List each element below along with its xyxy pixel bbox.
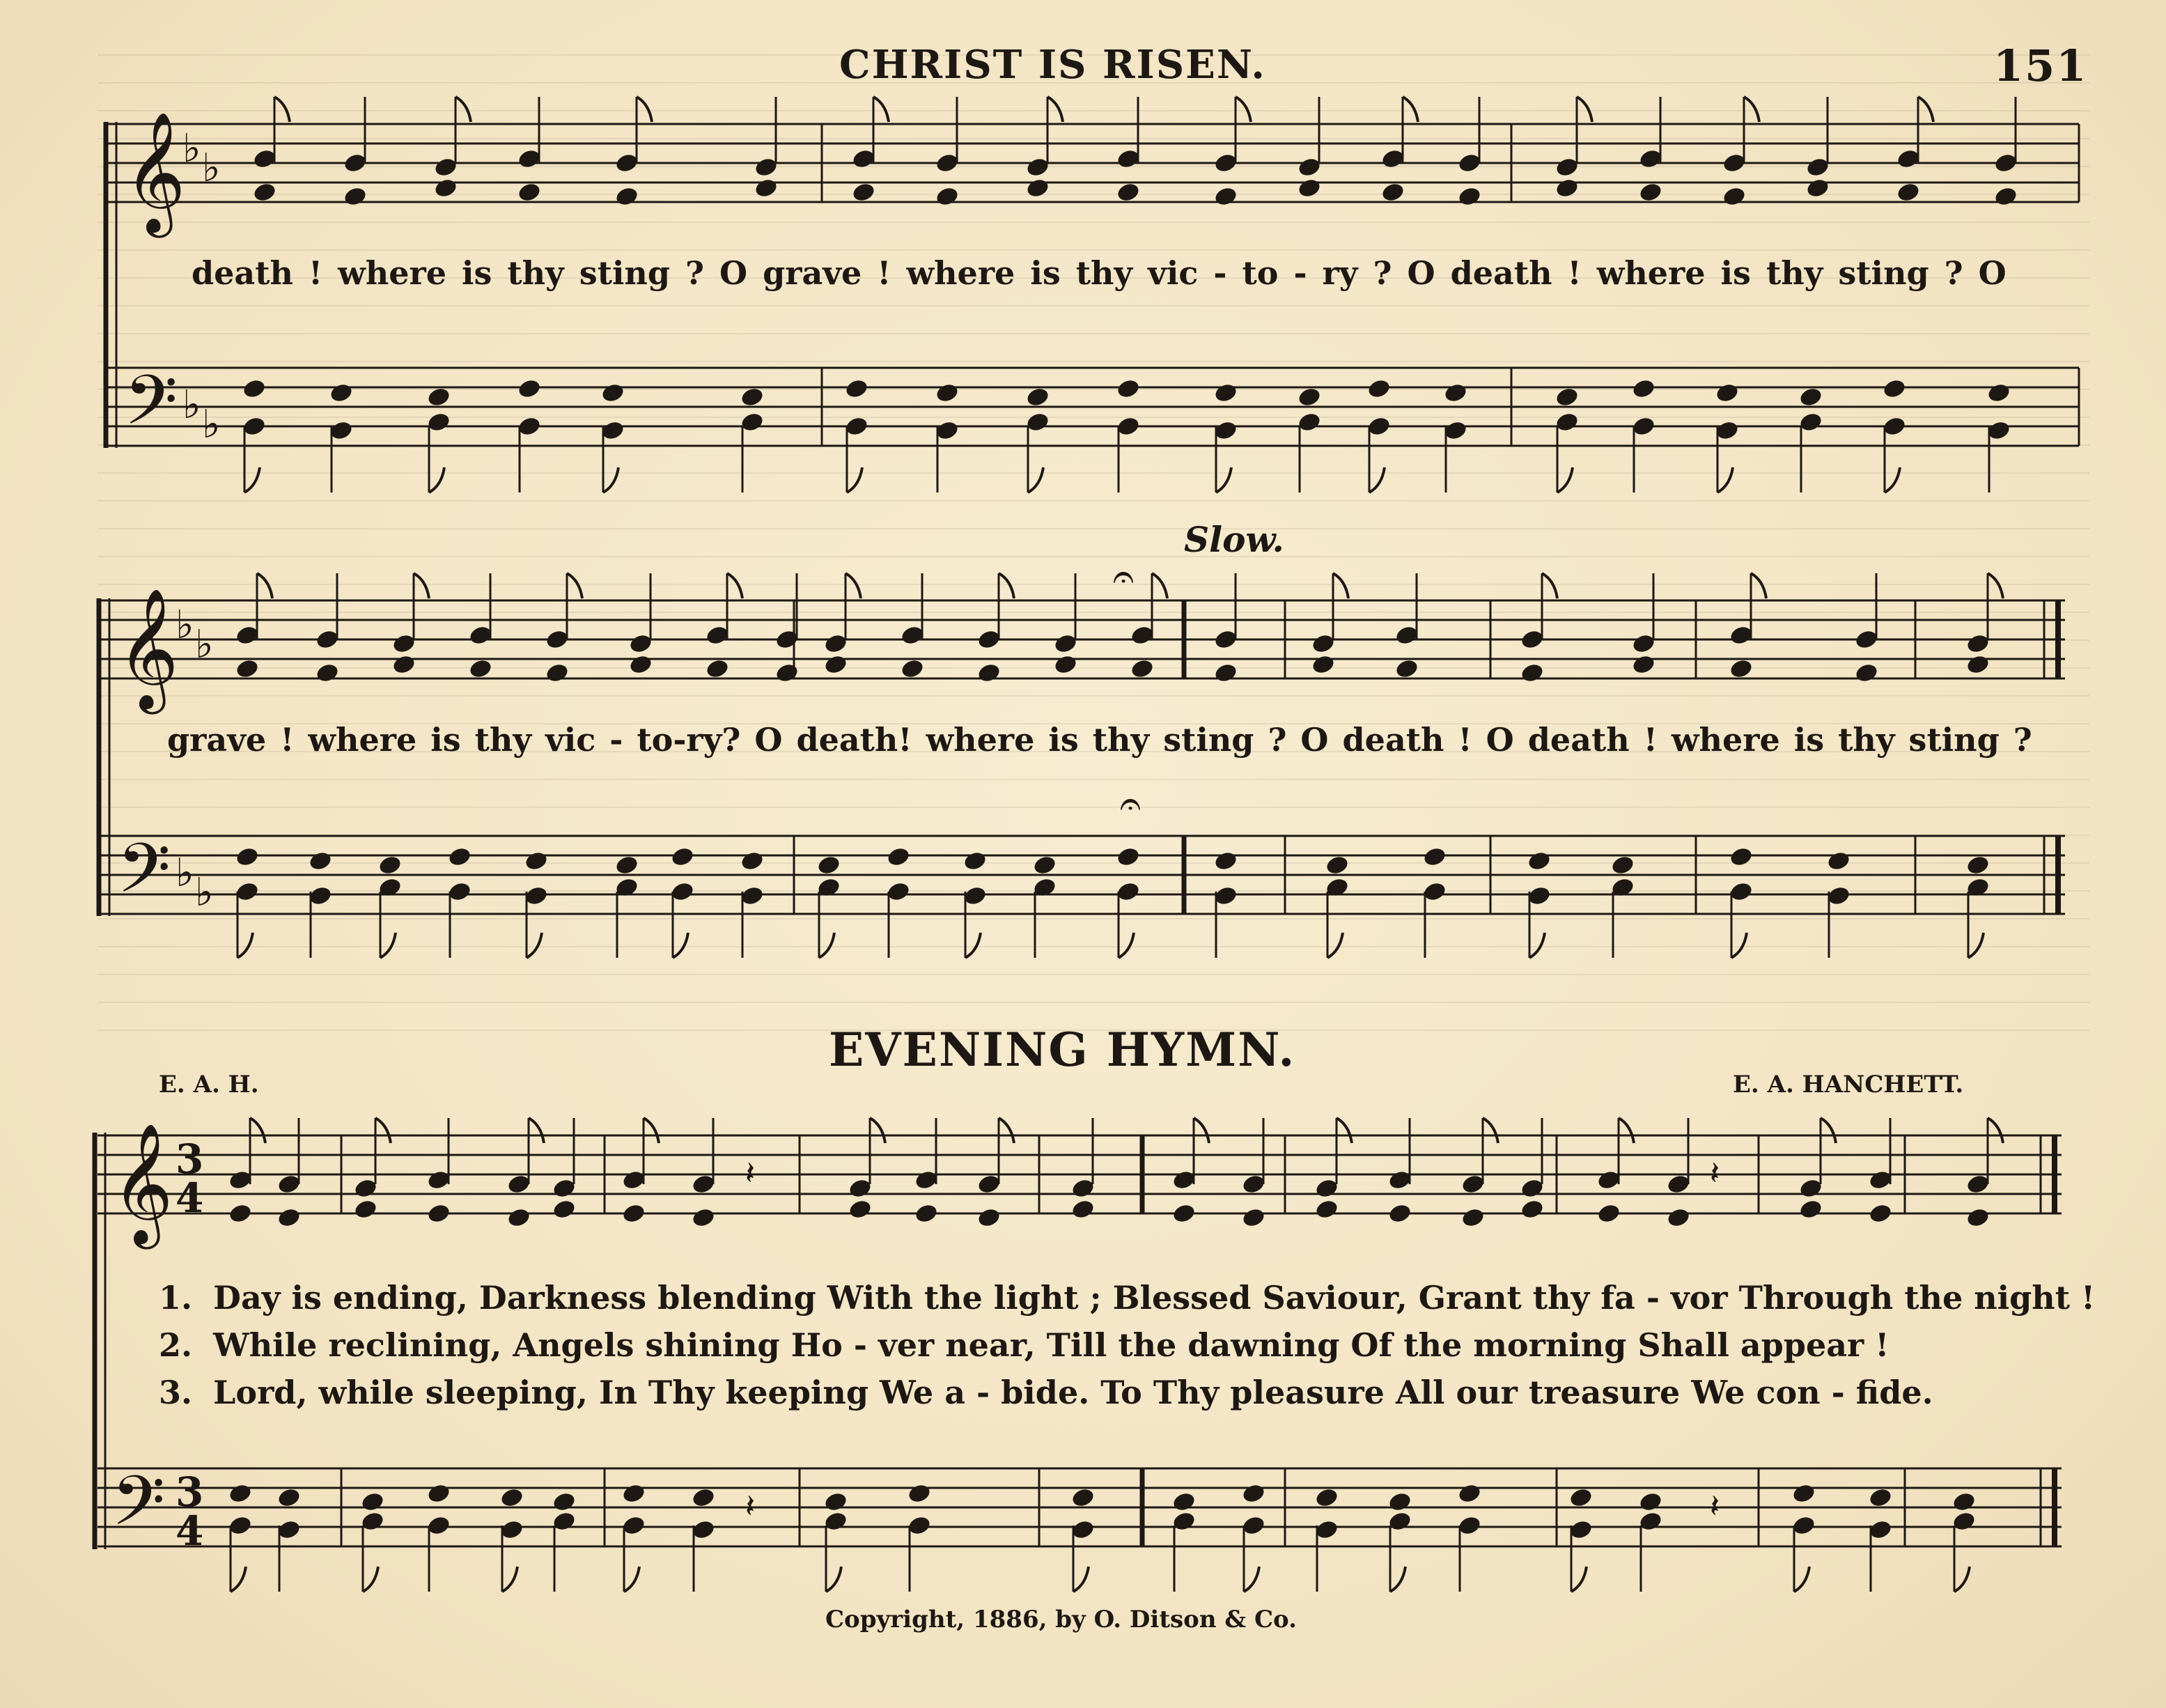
- time-signature-bottom: 4: [176, 1507, 204, 1555]
- note-flag: [375, 1118, 391, 1143]
- notehead: [621, 1202, 646, 1225]
- note-flag: [1954, 1567, 1970, 1592]
- notehead: [1171, 1202, 1197, 1225]
- notehead: [1791, 1482, 1816, 1505]
- key-signature-flat: ♭: [202, 146, 221, 191]
- time-signature-top: 3: [176, 1468, 204, 1516]
- note-chord: [228, 1482, 253, 1592]
- key-signature-flat: ♭: [182, 126, 201, 171]
- bass-clef-1: 𝄢: [124, 361, 178, 458]
- notehead: [1070, 1198, 1096, 1220]
- note-flag: [999, 1118, 1014, 1143]
- note-chord: [1596, 1118, 1634, 1225]
- note-chord: [1171, 1118, 1209, 1225]
- notehead: [1951, 1491, 1977, 1513]
- note-chord: [1070, 1486, 1096, 1592]
- note-flag: [1337, 1118, 1352, 1143]
- note-flag: [1390, 1567, 1405, 1592]
- notehead: [1568, 1486, 1594, 1509]
- notehead: [1241, 1482, 1266, 1505]
- note-chord: [499, 1486, 524, 1592]
- note-chord: [1387, 1118, 1412, 1225]
- notehead: [823, 1491, 848, 1513]
- notehead: [426, 1202, 451, 1225]
- note-chord: [353, 1118, 391, 1220]
- note-chord: [823, 1491, 848, 1592]
- verse-number: 1.: [159, 1279, 193, 1317]
- note-flag: [870, 1118, 885, 1143]
- note-chord: [426, 1118, 451, 1225]
- notehead: [1070, 1486, 1096, 1509]
- notehead: [499, 1486, 524, 1509]
- note-chord: [360, 1491, 385, 1592]
- notehead: [621, 1482, 646, 1505]
- time-signature-bottom: 4: [176, 1174, 204, 1222]
- notehead: [276, 1206, 302, 1229]
- note-chord: [1868, 1118, 1893, 1225]
- song-title-evening-hymn: EVENING HYMN.: [829, 1023, 1296, 1077]
- note-chord: [1568, 1486, 1594, 1592]
- fermata-icon: 𝄐: [1120, 782, 1142, 825]
- verse-3: [159, 1374, 1933, 1411]
- bass-clef-3: 𝄢: [111, 1461, 166, 1558]
- notehead: [276, 1486, 302, 1509]
- key-signature-flat: ♭: [195, 870, 214, 915]
- key-signature-flat: ♭: [202, 402, 221, 447]
- note-chord: [1951, 1491, 1977, 1592]
- note-chord: [1520, 1118, 1545, 1220]
- notehead: [1666, 1206, 1691, 1229]
- notehead: [360, 1491, 385, 1513]
- verse-text: Day is ending, Darkness blending With the light ; Blessed Saviour, Grant thy fa - vor Through the night !: [213, 1279, 2096, 1317]
- rest-icon: 𝄽: [745, 1487, 756, 1525]
- notehead: [1314, 1198, 1339, 1220]
- note-flag: [624, 1567, 639, 1592]
- note-chord: [621, 1118, 659, 1225]
- note-chord: [1457, 1482, 1482, 1592]
- note-chord: [552, 1491, 577, 1592]
- notehead: [1868, 1202, 1893, 1225]
- note-flag: [826, 1567, 841, 1592]
- notehead: [1387, 1202, 1412, 1225]
- notehead: [1314, 1486, 1339, 1509]
- note-chord: [1791, 1482, 1816, 1592]
- song-title-christ-is-risen: CHRIST IS RISEN.: [839, 42, 1266, 88]
- notehead: [914, 1202, 939, 1225]
- rest-icon: 𝄽: [1710, 1487, 1720, 1525]
- fermata-icon: 𝄐: [1113, 554, 1135, 598]
- key-signature-flat: ♭: [182, 382, 201, 428]
- note-chord: [1070, 1118, 1096, 1220]
- lyricist-credit: E. A. H.: [159, 1071, 259, 1098]
- note-chord: [621, 1482, 646, 1592]
- composer-credit: E. A. HANCHETT.: [1733, 1071, 1964, 1098]
- notehead: [1638, 1491, 1663, 1513]
- note-chord: [228, 1118, 265, 1225]
- note-chord: [1314, 1486, 1339, 1592]
- rest-icon: 𝄽: [745, 1154, 756, 1192]
- treble-clef-2: 𝄞: [117, 588, 179, 709]
- notehead: [552, 1491, 577, 1513]
- notehead: [907, 1482, 932, 1505]
- notehead: [1460, 1206, 1486, 1229]
- notehead: [353, 1198, 378, 1220]
- note-chord: [1638, 1491, 1663, 1592]
- lyrics-line-1: death ! where is thy sting ? O grave ! where is thy vic - to - ry ? O death ! where is thy sting ? O: [192, 254, 2007, 292]
- notehead: [1596, 1202, 1621, 1225]
- lyrics-line-2: grave ! where is thy vic - to-ry? O death! where is thy sting ? O death ! O death ! where is thy sting ?: [167, 721, 2032, 759]
- notehead: [1520, 1198, 1545, 1220]
- note-chord: [907, 1482, 932, 1592]
- note-flag: [250, 1118, 265, 1143]
- note-flag: [529, 1118, 544, 1143]
- notehead: [1798, 1198, 1823, 1220]
- bass-clef-2: 𝄢: [117, 829, 171, 926]
- notehead: [552, 1198, 577, 1220]
- note-chord: [1387, 1491, 1412, 1592]
- note-chord: [914, 1118, 939, 1225]
- note-flag: [1244, 1567, 1259, 1592]
- note-flag: [644, 1118, 659, 1143]
- note-flag: [502, 1567, 517, 1592]
- note-flag: [1794, 1567, 1809, 1592]
- time-signature-top: 3: [176, 1135, 204, 1183]
- note-chord: [276, 1486, 302, 1592]
- key-signature-flat: ♭: [176, 603, 194, 648]
- notehead: [976, 1206, 1002, 1229]
- note-chord: [1868, 1486, 1893, 1592]
- notehead: [1457, 1482, 1482, 1505]
- notehead: [228, 1482, 253, 1505]
- note-chord: [1798, 1118, 1836, 1220]
- notehead: [1965, 1206, 1990, 1229]
- tempo-marking-slow: Slow.: [1184, 519, 1284, 560]
- note-flag: [363, 1567, 378, 1592]
- note-flag: [231, 1567, 246, 1592]
- copyright-notice: Copyright, 1886, by O. Ditson & Co.: [825, 1606, 1297, 1633]
- notehead: [506, 1206, 531, 1229]
- verse-number: 2.: [159, 1326, 193, 1364]
- treble-staff-3: [98, 1135, 2062, 1213]
- treble-clef-3: 𝄞: [111, 1123, 173, 1244]
- note-chord: [552, 1118, 577, 1220]
- page-number: 151: [1993, 40, 2088, 91]
- note-chord: [426, 1482, 451, 1592]
- note-flag: [1988, 1118, 2003, 1143]
- rest-icon: 𝄽: [1710, 1154, 1720, 1192]
- notehead: [691, 1486, 716, 1509]
- notehead: [848, 1198, 873, 1220]
- verse-text: Lord, while sleeping, In Thy keeping We a - bide. To Thy pleasure All our treasure We con - fide.: [213, 1374, 1933, 1411]
- key-signature-flat: ♭: [195, 622, 214, 667]
- note-flag: [1194, 1118, 1209, 1143]
- note-flag: [1571, 1567, 1587, 1592]
- note-flag: [1483, 1118, 1498, 1143]
- notehead: [1241, 1206, 1266, 1229]
- notehead: [1868, 1486, 1893, 1509]
- note-chord: [848, 1118, 885, 1220]
- note-chord: [691, 1486, 716, 1592]
- note-flag: [1821, 1118, 1836, 1143]
- note-flag: [1619, 1118, 1634, 1143]
- verse-text: While reclining, Angels shining Ho - ver near, Till the dawning Of the morning Shall appear !: [213, 1326, 1890, 1364]
- note-chord: [1171, 1491, 1197, 1592]
- note-flag: [1073, 1567, 1089, 1592]
- verse-2: [159, 1326, 1889, 1364]
- notehead: [426, 1482, 451, 1505]
- treble-clef-1: 𝄞: [124, 111, 186, 233]
- key-signature-flat: ♭: [176, 851, 194, 896]
- notehead: [691, 1206, 716, 1229]
- verse-1: [159, 1279, 2095, 1317]
- note-chord: [1314, 1118, 1352, 1220]
- note-chord: [1241, 1482, 1266, 1592]
- notehead: [1171, 1491, 1197, 1513]
- notehead: [228, 1202, 253, 1225]
- notehead: [1387, 1491, 1412, 1513]
- verse-number: 3.: [159, 1374, 193, 1411]
